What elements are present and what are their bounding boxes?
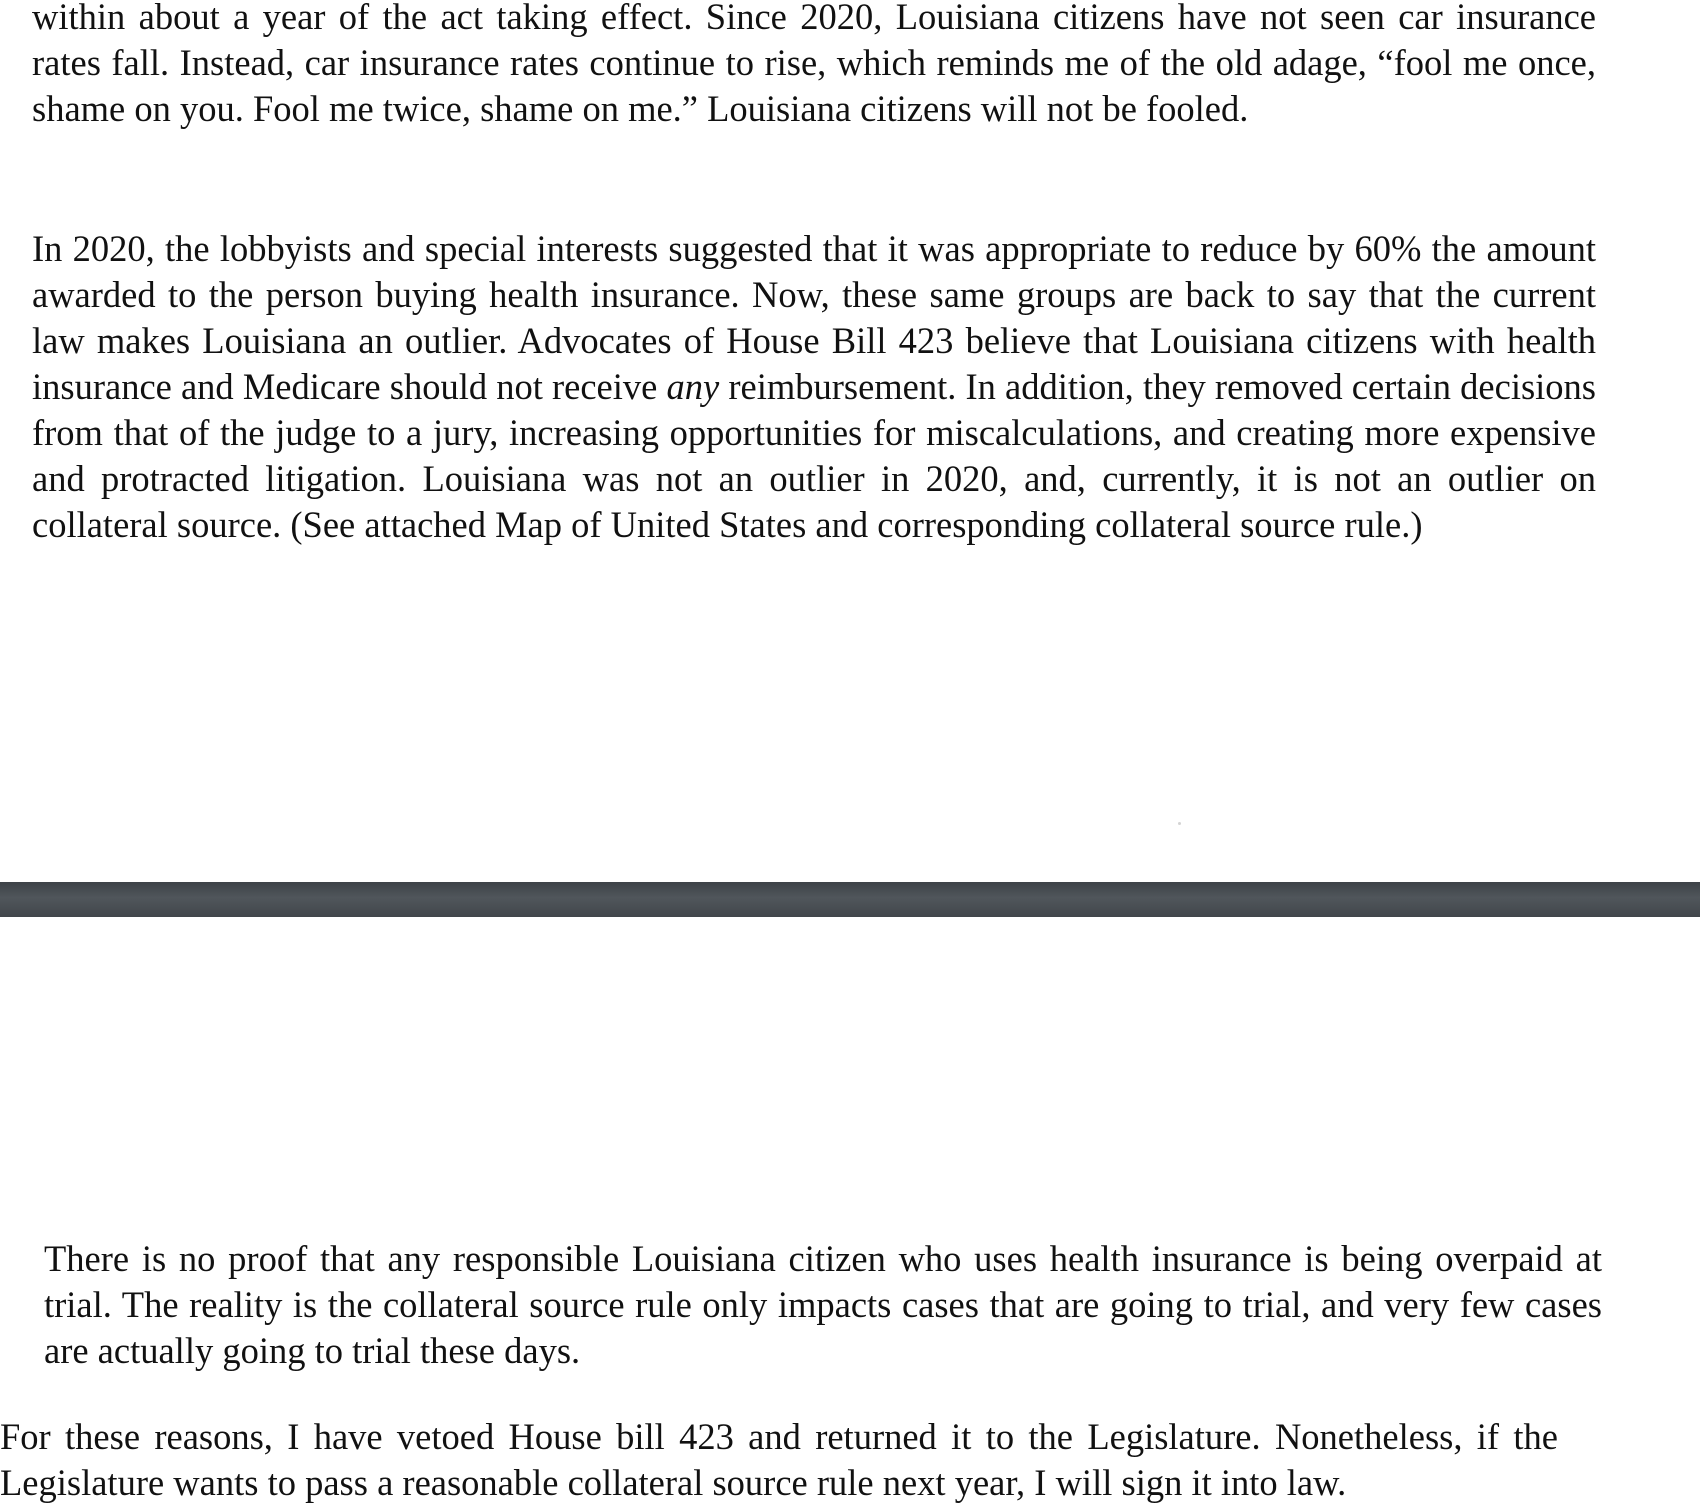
paragraph-text-part: reimbursement. In addition, they removed certain decisions from that of the judge to a jury, increasing opportunities for miscalculations, and creating more expensive and protracted litigation. Louisiana was not an outlier in 2020, and, currently, it is not an outlier on collateral source. (See attached Map of United States and corresponding collateral source rule.) <box>32 366 1597 545</box>
paragraph-veto-conclusion: For these reasons, I have vetoed House bill 423 and returned it to the Legislature. Nonetheless, if the Legislature wants to pass a reasonable collateral source rule next year, I will sign it into law. <box>0 1416 1558 1503</box>
paragraph-text-part: In 2020, the lobbyists and special interests suggested that it was appropriate to reduce by 60% the amount awarded to the person buying health insurance. Now, these same groups are back to say that the current law makes Louisiana an outlier. Advocates of House Bill 423 believe that Louisiana citizens with health insurance and Medicare should not receive <box>32 228 1596 407</box>
paragraph-collateral-source-history <box>32 226 1596 548</box>
scan-speck <box>1178 822 1181 825</box>
paragraph-insurance-rates: within about a year of the act taking effect. Since 2020, Louisiana citizens have not seen car insurance rates fall. Instead, car insurance rates continue to rise, which reminds me of the old adage, “fool me once, shame on you. Fool me twice, shame on me.” Louisiana citizens will not be fooled. <box>32 0 1596 129</box>
page-separator <box>0 882 1700 917</box>
emphasized-word: any <box>666 366 720 407</box>
paragraph-no-proof: There is no proof that any responsible Louisiana citizen who uses health insurance is being overpaid at trial. The reality is the collateral source rule only impacts cases that are going to trial, and very few cases are actually going to trial these days. <box>44 1238 1602 1371</box>
